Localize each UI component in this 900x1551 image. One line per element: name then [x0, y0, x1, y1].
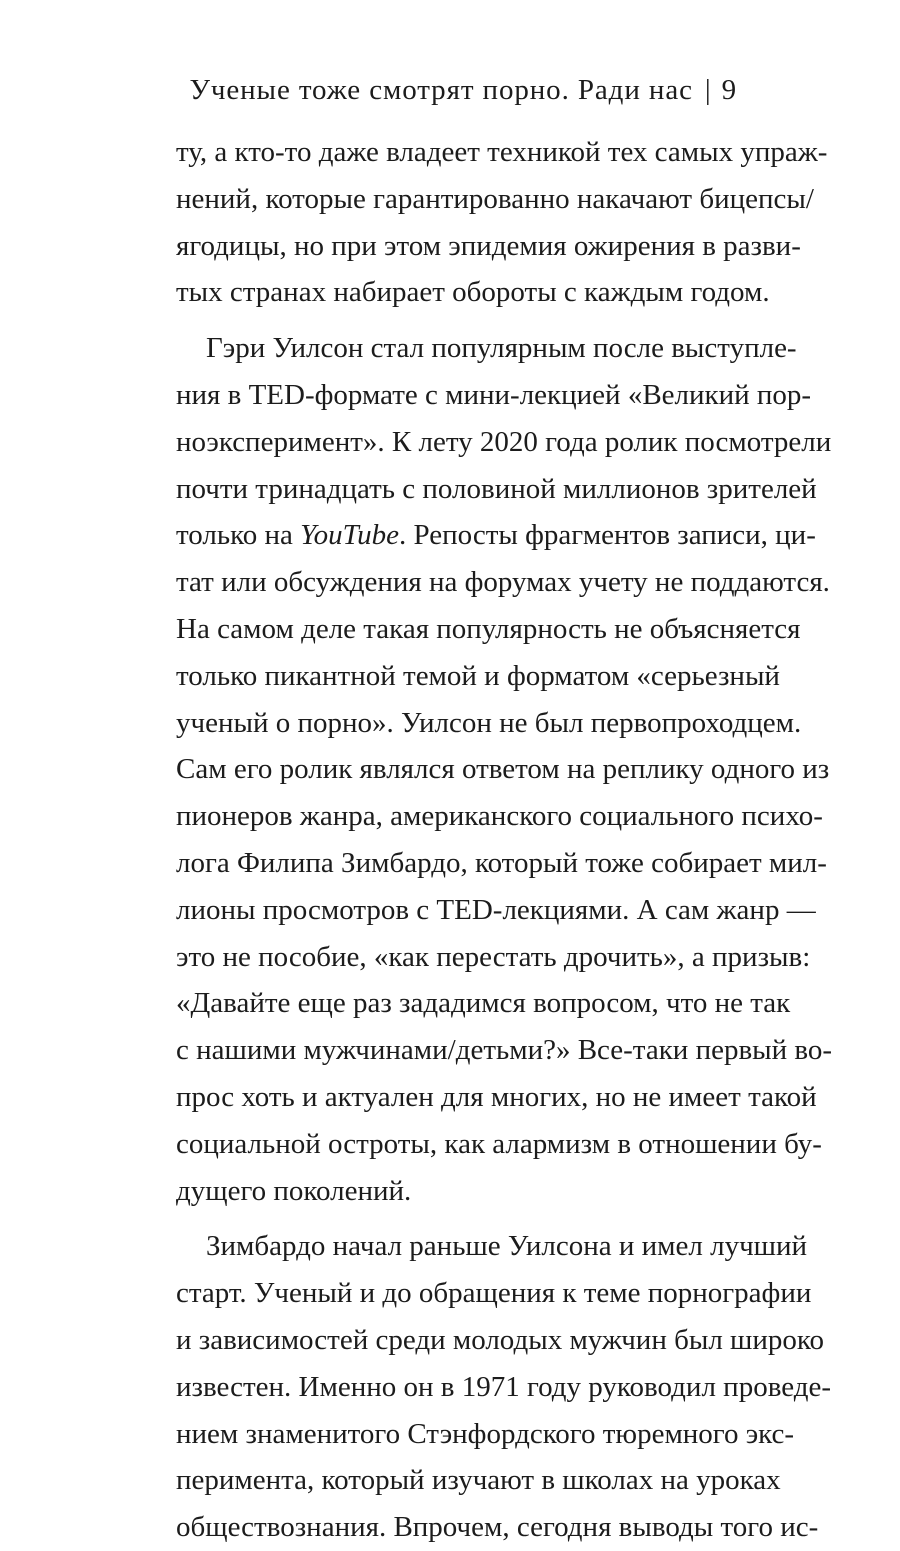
text-line: «Давайте еще раз зададимся вопросом, что не так	[176, 987, 791, 1020]
text-line: нений, которые гарантированно накачают бицепсы/	[176, 182, 814, 215]
text-line: дущего поколений.	[176, 1174, 412, 1207]
text-line: обществознания. Впрочем, сегодня выводы того ис-	[176, 1511, 819, 1544]
text-line: лога Филипа Зимбардо, который тоже собирает мил-	[176, 846, 827, 879]
text-line: с нашими мужчинами/детьми?» Все-таки первый во-	[176, 1034, 833, 1067]
page-number: 9	[721, 74, 737, 106]
text-line: перимента, который изучают в школах на уроках	[176, 1464, 781, 1497]
text-line: ноэксперимент». К лету 2020 года ролик посмотрели	[176, 425, 832, 458]
italic-title: YouTube	[300, 519, 399, 552]
text-line: прос хоть и актуален для многих, но не имеет такой	[176, 1080, 817, 1113]
text-line: ту, а кто-то даже владеет техникой тех самых упраж-	[176, 136, 828, 168]
text-line: старт. Ученый и до обращения к теме порнографии	[176, 1277, 812, 1310]
paragraph-gap	[176, 1214, 737, 1223]
text-fragment: только на	[176, 519, 301, 552]
header-separator: |	[704, 74, 712, 106]
text-line: тат или обсуждения на форумах учету не поддаются.	[176, 566, 830, 599]
text-line: лионы просмотров с TED-лекциями. А сам жанр —	[176, 893, 816, 926]
text-line: почти тринадцать с половиной миллионов зрителей	[176, 472, 817, 505]
text-line: ягодицы, но при этом эпидемия ожирения в разви-	[176, 229, 801, 262]
text-line: Зимбардо начал раньше Уилсона и имел лучший	[206, 1230, 808, 1263]
text-line: Сам его ролик являлся ответом на реплику одного из	[176, 753, 830, 786]
body-text	[176, 129, 833, 1551]
text-line: это не пособие, «как перестать дрочить», а призыв:	[176, 940, 811, 973]
running-header	[189, 74, 737, 107]
text-line: тых странах набирает обороты с каждым годом.	[176, 276, 770, 309]
text-line: На самом деле такая популярность не объясняется	[176, 612, 801, 645]
text-line: нием знаменитого Стэнфордского тюремного экс-	[176, 1417, 795, 1450]
text-line: Гэри Уилсон стал популярным после выступле-	[206, 332, 797, 365]
text-line-with-italic	[176, 512, 816, 559]
text-line: только пикантной темой и форматом «серьезный	[176, 659, 780, 692]
text-line: ученый о порно». Уилсон не был первопроходцем.	[176, 706, 802, 739]
chapter-title: Ученые тоже смотрят порно. Ради нас	[189, 74, 693, 106]
text-line: известен. Именно он в 1971 году руководил проведе-	[176, 1370, 831, 1403]
text-line: и зависимостей среди молодых мужчин был широко	[176, 1323, 825, 1356]
paragraph-gap	[176, 316, 737, 325]
text-line: пионеров жанра, американского социального психо-	[176, 800, 823, 833]
text-line: социальной остроты, как алармизм в отношении бу-	[176, 1127, 822, 1160]
text-fragment: . Репосты фрагментов записи, ци-	[399, 519, 816, 552]
text-line: ния в TED-формате с мини-лекцией «Великий пор-	[176, 378, 812, 411]
